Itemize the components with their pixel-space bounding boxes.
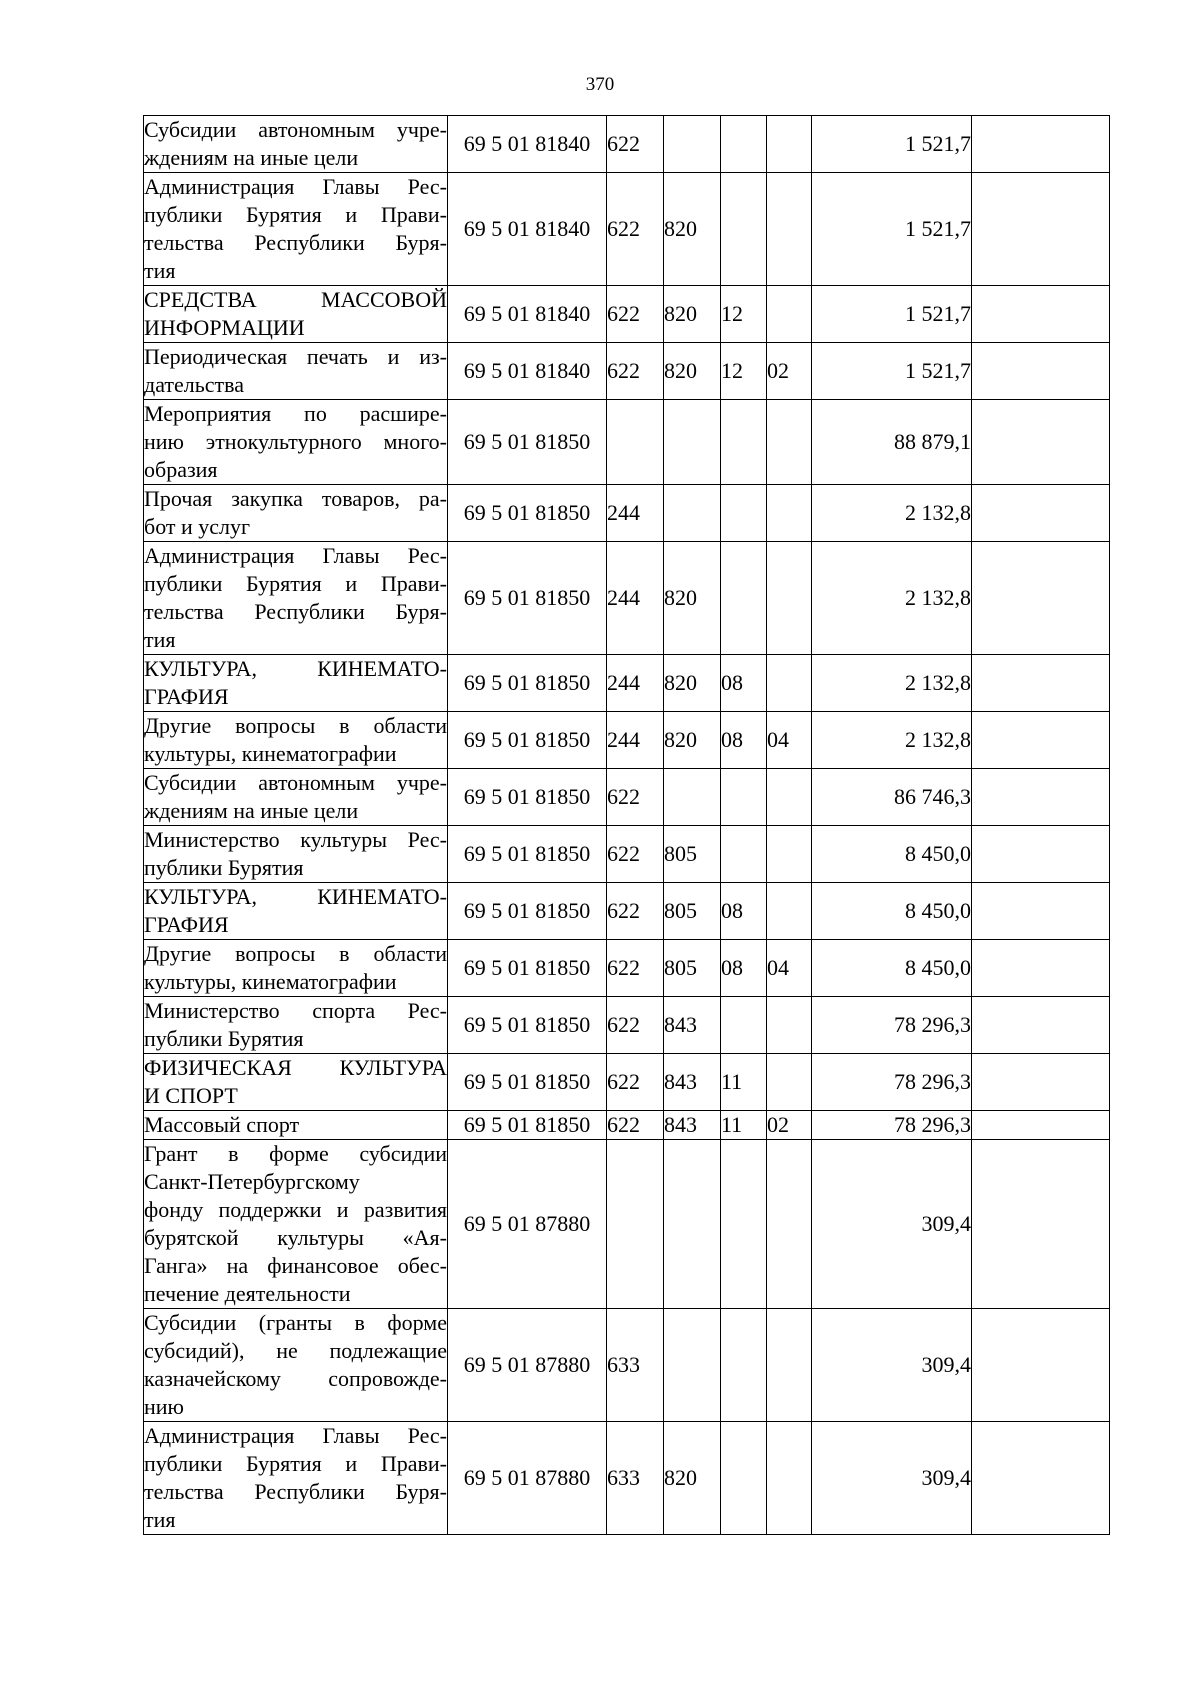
table-row [144,286,1110,343]
row-ved: 843 [664,1111,721,1140]
table-row [144,1054,1110,1111]
row-name: Прочая закупка товаров, ра- бот и услуг [144,485,448,542]
row-code: 69 5 01 81840 [448,343,607,400]
row-name: КУЛЬТУРА, КИНЕМАТО- ГРАФИЯ [144,655,448,712]
table-row [144,485,1110,542]
row-vr: 633 [607,1309,664,1422]
row-rz: 08 [721,940,767,997]
row-pr [767,173,812,286]
row-rz: 08 [721,712,767,769]
table-row [144,769,1110,826]
row-rz: 12 [721,286,767,343]
row-pr [767,655,812,712]
row-empty-cell [972,1422,1110,1535]
row-code: 69 5 01 81840 [448,286,607,343]
row-empty-cell [972,1140,1110,1309]
row-ved: 843 [664,1054,721,1111]
row-pr [767,116,812,173]
row-vr: 622 [607,1054,664,1111]
row-ved: 820 [664,655,721,712]
row-empty-cell [972,1111,1110,1140]
row-name: ФИЗИЧЕСКАЯ КУЛЬТУРА И СПОРТ [144,1054,448,1111]
row-empty-cell [972,997,1110,1054]
row-pr [767,883,812,940]
row-pr [767,542,812,655]
row-name: СРЕДСТВА МАССОВОЙ ИНФОРМАЦИИ [144,286,448,343]
row-vr: 633 [607,1422,664,1535]
row-empty-cell [972,1309,1110,1422]
row-ved: 820 [664,286,721,343]
row-vr [607,1140,664,1309]
row-empty-cell [972,286,1110,343]
row-name: Другие вопросы в области культуры, кинематографии [144,712,448,769]
table-row [144,173,1110,286]
row-code: 69 5 01 81850 [448,655,607,712]
row-rz: 08 [721,655,767,712]
row-ved [664,400,721,485]
row-amount: 88 879,1 [812,400,972,485]
row-pr: 02 [767,343,812,400]
row-name: Массовый спорт [144,1111,448,1140]
row-amount: 309,4 [812,1309,972,1422]
row-ved [664,1309,721,1422]
row-name: Периодическая печать и из- дательства [144,343,448,400]
row-code: 69 5 01 81850 [448,542,607,655]
row-name: Субсидии (гранты в форме субсидий), не подлежащие казначейскому сопровожде- нию [144,1309,448,1422]
table-row [144,826,1110,883]
row-rz: 08 [721,883,767,940]
table-row [144,1140,1110,1309]
row-ved [664,485,721,542]
row-pr: 04 [767,940,812,997]
row-code: 69 5 01 87880 [448,1309,607,1422]
row-rz: 12 [721,343,767,400]
row-name: Мероприятия по расшире- нию этнокультурного много- образия [144,400,448,485]
row-ved: 820 [664,712,721,769]
row-rz: 11 [721,1111,767,1140]
row-vr: 622 [607,116,664,173]
row-vr: 622 [607,826,664,883]
row-ved: 820 [664,173,721,286]
row-code: 69 5 01 81850 [448,712,607,769]
row-name: Министерство культуры Рес- публики Бурятия [144,826,448,883]
row-empty-cell [972,940,1110,997]
row-amount: 8 450,0 [812,826,972,883]
table-row [144,1111,1110,1140]
row-amount: 8 450,0 [812,940,972,997]
row-vr: 622 [607,1111,664,1140]
row-pr [767,286,812,343]
row-name: Грант в форме субсидии Санкт-Петербургскому фонду поддержки и развития бурятской культуры «Ая- Ганга» на финансовое обес- печение деятельности [144,1140,448,1309]
row-amount: 78 296,3 [812,1111,972,1140]
row-vr: 244 [607,485,664,542]
row-code: 69 5 01 81850 [448,400,607,485]
row-name: Администрация Главы Рес- публики Бурятия и Прави- тельства Республики Буря- тия [144,173,448,286]
table-row [144,940,1110,997]
table-row [144,712,1110,769]
row-empty-cell [972,173,1110,286]
row-amount: 8 450,0 [812,883,972,940]
row-pr [767,826,812,883]
row-code: 69 5 01 81840 [448,116,607,173]
row-pr [767,1054,812,1111]
row-name: Администрация Главы Рес- публики Бурятия и Прави- тельства Республики Буря- тия [144,1422,448,1535]
row-amount: 1 521,7 [812,173,972,286]
row-code: 69 5 01 81850 [448,883,607,940]
row-ved: 805 [664,940,721,997]
row-empty-cell [972,655,1110,712]
row-code: 69 5 01 81850 [448,940,607,997]
row-amount: 2 132,8 [812,655,972,712]
row-rz [721,1140,767,1309]
row-rz [721,826,767,883]
row-vr: 622 [607,997,664,1054]
table-row [144,116,1110,173]
row-name: КУЛЬТУРА, КИНЕМАТО- ГРАФИЯ [144,883,448,940]
row-empty-cell [972,343,1110,400]
row-vr: 244 [607,655,664,712]
row-pr [767,400,812,485]
row-code: 69 5 01 87880 [448,1140,607,1309]
table-row [144,1309,1110,1422]
row-code: 69 5 01 81840 [448,173,607,286]
row-empty-cell [972,116,1110,173]
row-amount: 1 521,7 [812,116,972,173]
row-name: Субсидии автономным учре- ждениям на иные цели [144,769,448,826]
table-row [144,542,1110,655]
row-empty-cell [972,1054,1110,1111]
row-vr: 622 [607,883,664,940]
row-rz [721,116,767,173]
row-name: Субсидии автономным учре- ждениям на иные цели [144,116,448,173]
row-code: 69 5 01 81850 [448,1054,607,1111]
row-rz [721,1309,767,1422]
row-code: 69 5 01 81850 [448,1111,607,1140]
row-ved: 805 [664,826,721,883]
table-row [144,400,1110,485]
row-vr: 244 [607,542,664,655]
table-row [144,997,1110,1054]
row-vr: 622 [607,343,664,400]
row-empty-cell [972,400,1110,485]
budget-table [143,115,1110,1535]
table-row [144,655,1110,712]
row-rz: 11 [721,1054,767,1111]
row-name: Другие вопросы в области культуры, кинематографии [144,940,448,997]
row-amount: 78 296,3 [812,1054,972,1111]
row-empty-cell [972,769,1110,826]
row-ved [664,1140,721,1309]
row-amount: 2 132,8 [812,542,972,655]
row-vr: 622 [607,769,664,826]
row-rz [721,1422,767,1535]
row-rz [721,542,767,655]
row-rz [721,769,767,826]
row-code: 69 5 01 87880 [448,1422,607,1535]
row-amount: 1 521,7 [812,343,972,400]
row-rz [721,400,767,485]
row-pr [767,769,812,826]
row-amount: 309,4 [812,1422,972,1535]
row-pr [767,1309,812,1422]
row-name: Администрация Главы Рес- публики Бурятия и Прави- тельства Республики Буря- тия [144,542,448,655]
row-code: 69 5 01 81850 [448,769,607,826]
row-ved: 820 [664,542,721,655]
row-ved [664,116,721,173]
table-row [144,1422,1110,1535]
row-empty-cell [972,883,1110,940]
row-empty-cell [972,485,1110,542]
row-vr: 622 [607,286,664,343]
table-body [144,116,1110,1535]
row-pr [767,1422,812,1535]
row-vr [607,400,664,485]
row-rz [721,997,767,1054]
row-amount: 1 521,7 [812,286,972,343]
row-pr [767,997,812,1054]
row-empty-cell [972,542,1110,655]
row-code: 69 5 01 81850 [448,485,607,542]
row-pr: 04 [767,712,812,769]
row-amount: 78 296,3 [812,997,972,1054]
row-amount: 86 746,3 [812,769,972,826]
row-pr: 02 [767,1111,812,1140]
page-number: 370 [585,74,615,95]
row-amount: 309,4 [812,1140,972,1309]
table-row [144,343,1110,400]
row-empty-cell [972,712,1110,769]
row-empty-cell [972,826,1110,883]
table-row [144,883,1110,940]
row-ved: 820 [664,343,721,400]
row-ved: 820 [664,1422,721,1535]
row-code: 69 5 01 81850 [448,997,607,1054]
row-pr [767,485,812,542]
row-amount: 2 132,8 [812,485,972,542]
row-code: 69 5 01 81850 [448,826,607,883]
row-rz [721,173,767,286]
row-rz [721,485,767,542]
row-ved: 843 [664,997,721,1054]
row-vr: 244 [607,712,664,769]
row-amount: 2 132,8 [812,712,972,769]
row-ved: 805 [664,883,721,940]
row-ved [664,769,721,826]
row-name: Министерство спорта Рес- публики Бурятия [144,997,448,1054]
row-pr [767,1140,812,1309]
row-vr: 622 [607,173,664,286]
row-vr: 622 [607,940,664,997]
